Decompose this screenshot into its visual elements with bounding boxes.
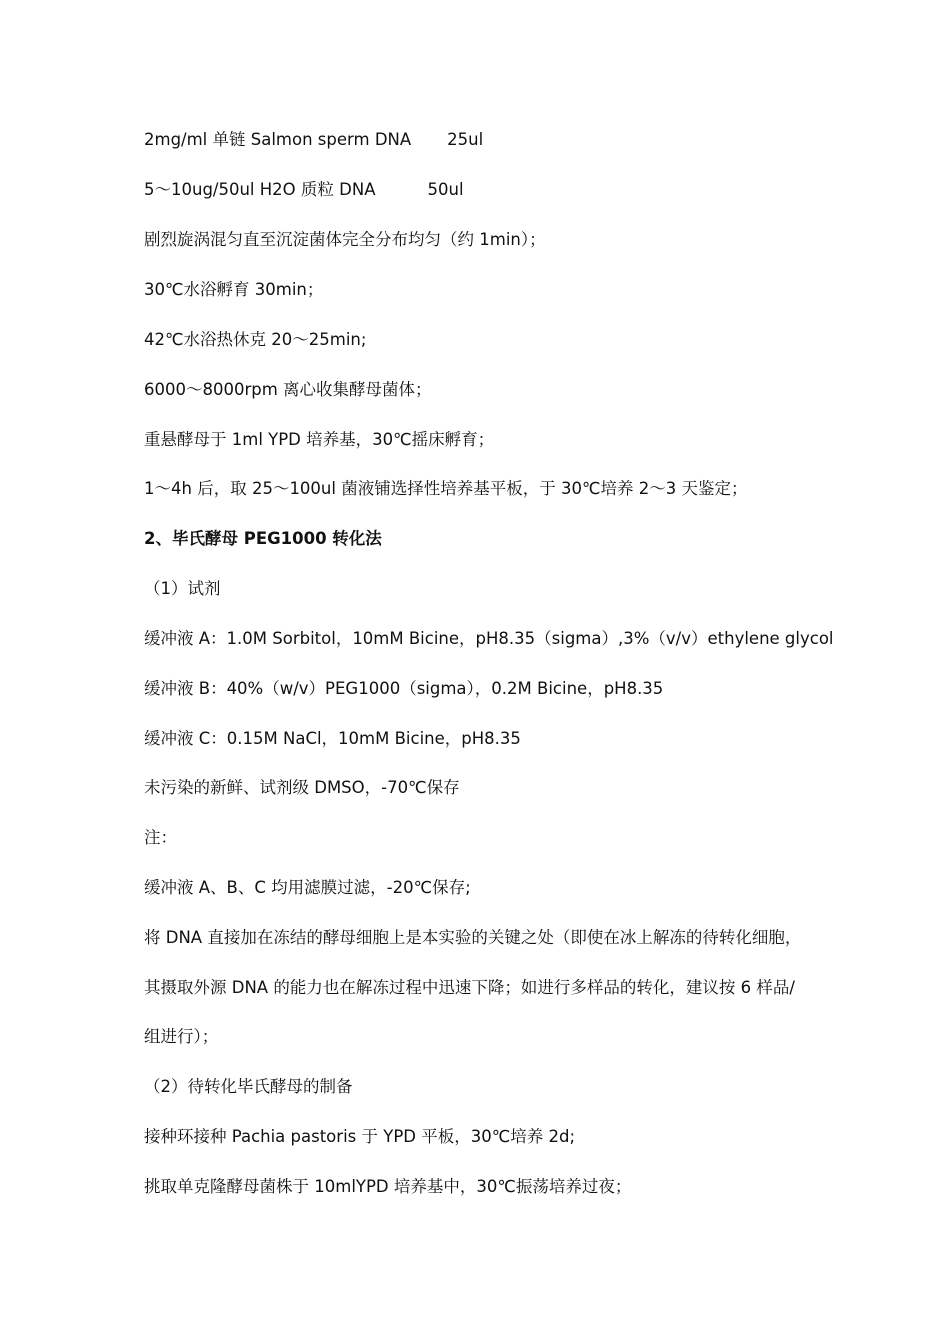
reagent-name: 2mg/ml 单链 Salmon sperm DNA [144,130,412,149]
note-key-line-2: 其摄取外源 DNA 的能力也在解冻过程中迅速下降；如进行多样品的转化，建议按 6 样品/ [144,978,795,997]
buffer-a: 缓冲液 A：1.0M Sorbitol，10mM Bicine，pH8.35（sigma）,3%（v/v）ethylene glycol [144,629,834,648]
note-key-line-1: 将 DNA 直接加在冻结的酵母细胞上是本实验的关键之处（即使在冰上解冻的待转化细胞， [144,928,802,947]
step-inoculate: 接种环接种 Pachia pastoris 于 YPD 平板，30℃培养 2d; [144,1127,576,1146]
step-incubate: 30℃水浴孵育 30min； [144,280,324,299]
step-centrifuge: 6000～8000rpm 离心收集酵母菌体； [144,380,432,399]
note-key-line-3: 组进行）； [144,1027,219,1046]
reagent-line-salmon-dna [144,129,483,151]
subsection-reagents: （1）试剂 [144,579,221,598]
reagent-line-plasmid-dna [144,179,464,201]
step-vortex: 剧烈旋涡混匀直至沉淀菌体完全分布均匀（约 1min）； [144,230,546,249]
note-filter: 缓冲液 A、B、C 均用滤膜过滤，-20℃保存; [144,878,471,897]
buffer-b: 缓冲液 B：40%（w/v）PEG1000（sigma），0.2M Bicine，pH8.35 [144,679,664,698]
buffer-c: 缓冲液 C：0.15M NaCl，10mM Bicine，pH8.35 [144,729,521,748]
note-label: 注： [144,828,177,847]
reagent-volume: 50ul [427,180,464,199]
reagent-name: 5～10ug/50ul H2O 质粒 DNA [144,180,376,199]
step-overnight-culture: 挑取单克隆酵母菌株于 10mlYPD 培养基中，30℃振荡培养过夜； [144,1177,632,1196]
section-heading: 2、毕氏酵母 PEG1000 转化法 [144,529,382,548]
step-heat-shock: 42℃水浴热休克 20～25min; [144,330,367,349]
dmso-note: 未污染的新鲜、试剂级 DMSO，-70℃保存 [144,778,460,797]
reagent-volume: 25ul [447,130,484,149]
subsection-preparation: （2）待转化毕氏酵母的制备 [144,1077,353,1096]
step-plate: 1～4h 后，取 25～100ul 菌液铺选择性培养基平板，于 30℃培养 2～3 天鉴定； [144,479,748,498]
step-resuspend: 重悬酵母于 1ml YPD 培养基，30℃摇床孵育； [144,430,495,449]
